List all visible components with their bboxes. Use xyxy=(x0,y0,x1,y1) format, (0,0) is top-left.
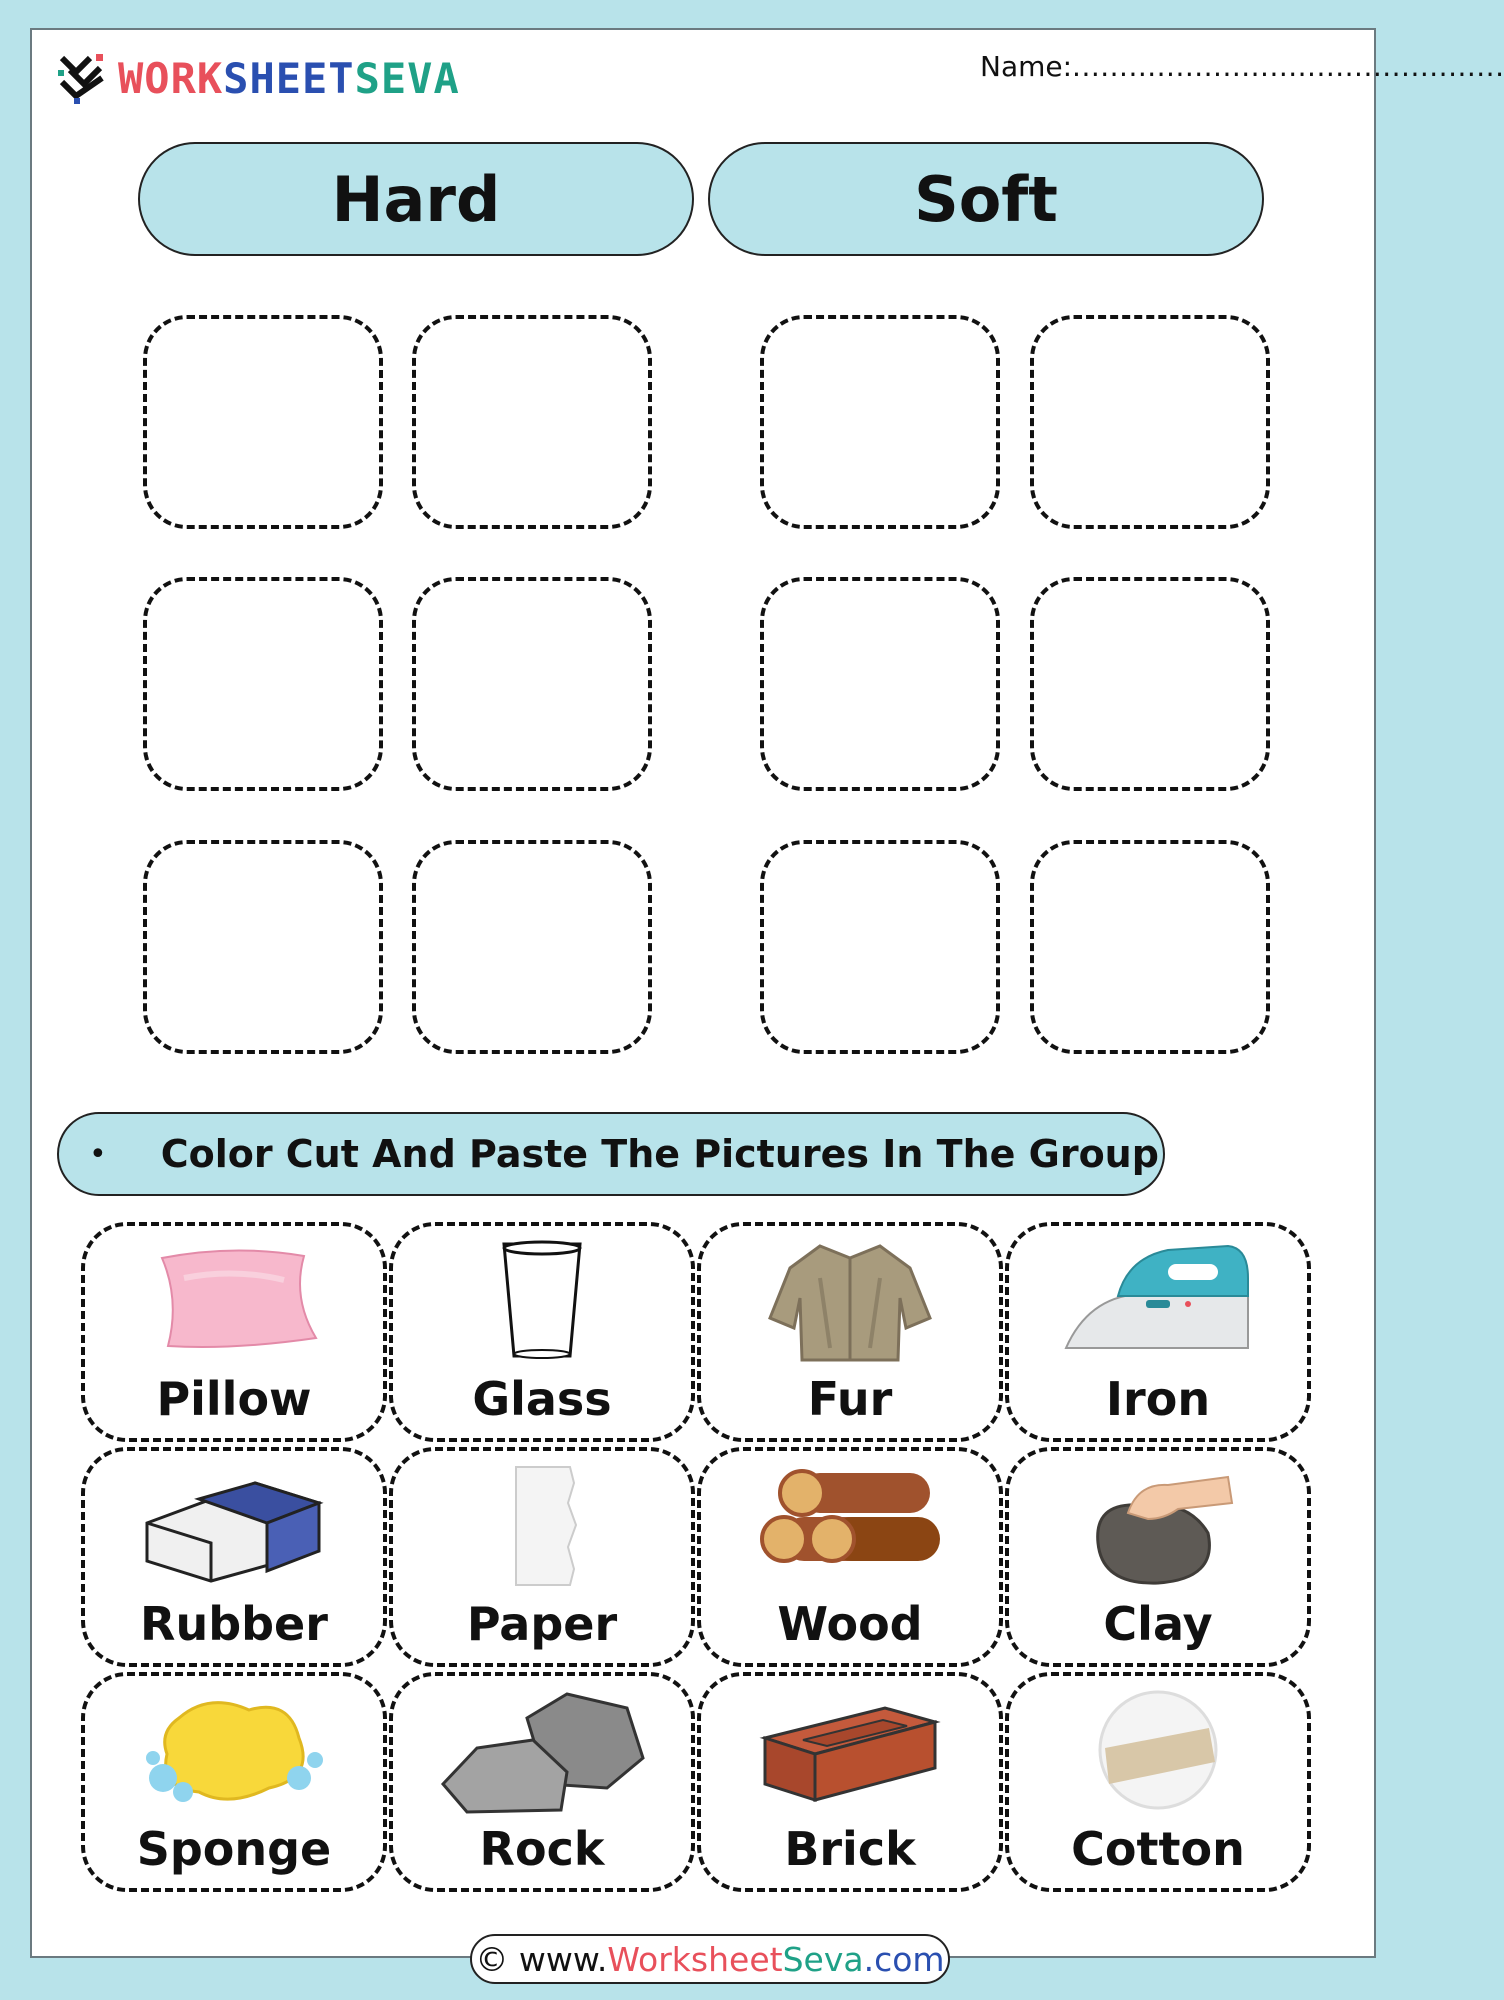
picture-card-wood[interactable] xyxy=(697,1447,1003,1667)
instruction-text: Color Cut And Paste The Pictures In The Group xyxy=(160,1132,1159,1176)
hard-drop-zone[interactable] xyxy=(143,840,383,1054)
card-label: Brick xyxy=(784,1822,916,1876)
picture-card-pillow[interactable] xyxy=(81,1222,387,1442)
name-blank-line[interactable]: .............................................. xyxy=(1072,50,1504,83)
glass-icon xyxy=(452,1238,632,1366)
card-label: Sponge xyxy=(136,1822,332,1876)
brand-logo xyxy=(56,48,460,108)
paper-icon xyxy=(452,1463,632,1587)
fur-coat-icon xyxy=(760,1238,940,1368)
picture-card-cotton[interactable] xyxy=(1005,1672,1311,1892)
pillow-icon xyxy=(144,1238,324,1358)
picture-card-brick[interactable] xyxy=(697,1672,1003,1892)
rock-icon xyxy=(437,1688,647,1818)
footer-prefix: © www. xyxy=(475,1939,608,1979)
logs-icon xyxy=(750,1463,950,1573)
card-label: Pillow xyxy=(156,1372,312,1426)
hard-drop-zone[interactable] xyxy=(412,577,652,791)
hard-drop-zone[interactable] xyxy=(412,315,652,529)
name-label: Name: xyxy=(980,50,1073,83)
brick-icon xyxy=(755,1688,945,1808)
card-label: Fur xyxy=(807,1372,893,1426)
instruction-bullet: • xyxy=(89,1136,107,1172)
card-label: Rubber xyxy=(140,1597,328,1651)
brand-part-work: WORK xyxy=(118,53,224,103)
brand-part-seva: SEVA xyxy=(354,53,460,103)
eraser-icon xyxy=(139,1463,329,1583)
logo-icon xyxy=(56,48,110,108)
brand-part-sheet: SHEET xyxy=(223,53,355,103)
clay-icon xyxy=(1068,1463,1248,1593)
card-label: Clay xyxy=(1103,1597,1213,1651)
brand-wordmark xyxy=(118,54,460,103)
iron-icon xyxy=(1058,1238,1258,1358)
instruction-banner xyxy=(57,1112,1165,1196)
soft-drop-zone[interactable] xyxy=(1030,840,1270,1054)
sponge-icon xyxy=(139,1688,329,1812)
hard-drop-zone[interactable] xyxy=(143,577,383,791)
card-label: Rock xyxy=(479,1822,605,1876)
cotton-pad-icon xyxy=(1073,1688,1243,1812)
picture-card-fur[interactable] xyxy=(697,1222,1003,1442)
picture-card-clay[interactable] xyxy=(1005,1447,1311,1667)
soft-drop-zone[interactable] xyxy=(760,577,1000,791)
card-label: Iron xyxy=(1105,1372,1211,1426)
soft-drop-zone[interactable] xyxy=(760,840,1000,1054)
soft-drop-zone[interactable] xyxy=(1030,315,1270,529)
picture-card-rock[interactable] xyxy=(389,1672,695,1892)
card-label: Wood xyxy=(777,1597,923,1651)
card-label: Cotton xyxy=(1071,1822,1245,1876)
picture-card-glass[interactable] xyxy=(389,1222,695,1442)
footer-suffix: .com xyxy=(863,1939,945,1979)
picture-card-iron[interactable] xyxy=(1005,1222,1311,1442)
footer-part-worksheet: Worksheet xyxy=(607,1939,783,1979)
footer-part-seva: Seva xyxy=(782,1939,864,1979)
picture-card-sponge[interactable] xyxy=(81,1672,387,1892)
soft-drop-zone[interactable] xyxy=(1030,577,1270,791)
soft-drop-zone[interactable] xyxy=(760,315,1000,529)
picture-card-paper[interactable] xyxy=(389,1447,695,1667)
card-label: Glass xyxy=(472,1372,612,1426)
group-header-soft: Soft xyxy=(708,142,1264,256)
group-header-hard: Hard xyxy=(138,142,694,256)
footer-website xyxy=(470,1934,950,1984)
name-field[interactable] xyxy=(980,50,1504,83)
card-label: Paper xyxy=(466,1597,618,1651)
hard-drop-zone[interactable] xyxy=(412,840,652,1054)
picture-card-rubber[interactable] xyxy=(81,1447,387,1667)
hard-drop-zone[interactable] xyxy=(143,315,383,529)
